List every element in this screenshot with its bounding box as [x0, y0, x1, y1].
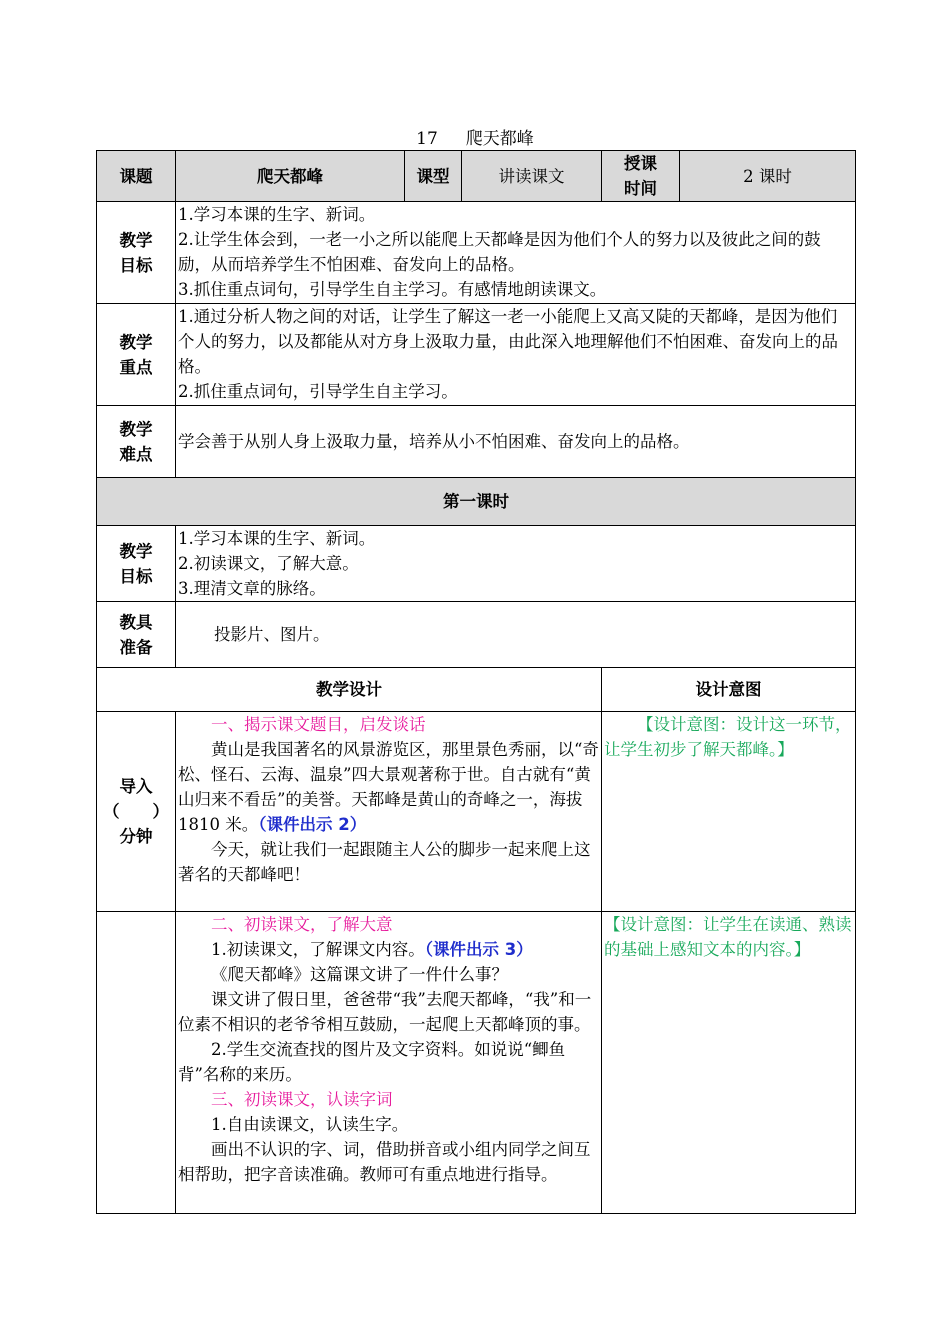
courseware-note: （课件出示 3） [424, 940, 533, 959]
period-one-title: 第一课时 [97, 478, 856, 526]
reading-item-1 [178, 937, 599, 962]
key-points-row [97, 304, 856, 406]
intro-intent: 【设计意图：设计这一环节，让学生初步了解天都峰。】 [602, 712, 856, 912]
design-header: 教学设计 [97, 668, 602, 712]
intro-content [176, 712, 602, 912]
key-points-label [97, 304, 176, 406]
reading-label [97, 912, 176, 1214]
reading-item-3-detail: 画出不认识的字、词，借助拼音或小组内同学之间互相帮助，把字音读准确。教师可有重点地进行指导。 [178, 1140, 591, 1184]
difficulties-row [97, 406, 856, 478]
period-goals-row [97, 526, 856, 602]
goal-item: 1.学习本课的生字、新词。 [178, 205, 376, 224]
tools-label-line1: 教具 [119, 612, 153, 632]
key-points-content [176, 304, 856, 406]
topic-label: 课题 [97, 151, 176, 202]
intro-closing: 今天，就让我们一起跟随主人公的脚步一起来爬上这著名的天都峰吧！ [178, 840, 591, 884]
type-label: 课型 [405, 151, 462, 202]
period-goals-label-line2: 目标 [119, 566, 153, 586]
period-one-row [97, 478, 856, 526]
key-point-item: 2.抓住重点词句，引导学生自主学习。 [178, 382, 458, 401]
lesson-title: 爬天都峰 [465, 129, 534, 149]
reading-heading-1: 二、初读课文，了解大意 [211, 915, 393, 934]
goals-content [176, 202, 856, 304]
period-goal-item: 2.初读课文，了解大意。 [178, 554, 359, 573]
period-goal-item: 1.学习本课的生字、新词。 [178, 529, 376, 548]
intro-paragraph [178, 737, 599, 837]
difficulties-label [97, 406, 176, 478]
lesson-plan-table [96, 150, 856, 1214]
time-label-line2: 时间 [624, 179, 657, 198]
intro-label-line2: （ ） [103, 802, 169, 821]
lesson-number: 17 [416, 129, 438, 149]
intro-heading: 一、揭示课文题目，启发谈话 [211, 715, 426, 734]
intro-paragraph-text: 黄山是我国著名的风景游览区，那里景色秀丽，以“奇松、怪石、云海、温泉”四大景观著称于世。自古就有“黄山归来不看岳”的美誉。天都峰是黄山的奇峰之一，海拔 1810 米。 [178, 740, 599, 834]
key-points-label-line1: 教学 [119, 332, 153, 352]
key-point-item: 1.通过分析人物之间的对话，让学生了解这一老一小能爬上又高又陡的天都峰，是因为他们个人的努力，以及都能从对方身上汲取力量，由此深入地理解他们不怕困难、奋发向上的品格。 [178, 307, 838, 376]
period-goals-content [176, 526, 856, 602]
period-goal-item: 3.理清文章的脉络。 [178, 579, 326, 598]
reading-item-1-text: 1.初读课文，了解课文内容。 [211, 940, 425, 959]
reading-intent: 【设计意图：让学生在读通、熟读的基础上感知文本的内容。】 [602, 912, 856, 1214]
tools-row [97, 602, 856, 668]
design-header-row [97, 668, 856, 712]
time-label-line1: 授课 [624, 154, 657, 173]
goals-label [97, 202, 176, 304]
tools-label [97, 602, 176, 668]
intro-section-row [97, 712, 856, 912]
time-label [602, 151, 680, 202]
reading-content [176, 912, 602, 1214]
reading-heading-2: 三、初读课文，认读字词 [211, 1090, 393, 1109]
time-value: 2 课时 [680, 151, 856, 202]
tools-label-line2: 准备 [119, 637, 153, 657]
goal-item: 2.让学生体会到，一老一小之所以能爬上天都峰是因为他们个人的努力以及彼此之间的鼓励，从而培养学生不怕困难、奋发向上的品格。 [178, 230, 821, 274]
tools-content: 投影片、图片。 [176, 602, 856, 668]
reading-question: 《爬天都峰》这篇课文讲了一件什么事？ [211, 965, 508, 984]
courseware-note: （课件出示 2） [258, 815, 367, 834]
goals-row [97, 202, 856, 304]
intro-label-line1: 导入 [119, 777, 153, 796]
reading-answer: 课文讲了假日里，爸爸带“我”去爬天都峰，“我”和一位素不相识的老爷爷相互鼓励，一起爬上天都峰顶的事。 [178, 990, 592, 1034]
goals-label-line1: 教学 [119, 230, 153, 250]
header-row [97, 151, 856, 202]
difficulties-label-line1: 教学 [119, 419, 153, 439]
topic-value: 爬天都峰 [176, 151, 405, 202]
reading-section-row [97, 912, 856, 1214]
type-value: 讲读课文 [462, 151, 602, 202]
period-goals-label-line1: 教学 [119, 541, 153, 561]
reading-item-3: 1.自由读课文，认读生字。 [211, 1115, 409, 1134]
goals-label-line2: 目标 [119, 255, 153, 275]
key-points-label-line2: 重点 [119, 357, 153, 377]
difficulties-content: 学会善于从别人身上汲取力量，培养从小不怕困难、奋发向上的品格。 [176, 406, 856, 478]
difficulties-label-line2: 难点 [119, 444, 153, 464]
page-title [0, 128, 950, 150]
intent-header: 设计意图 [602, 668, 856, 712]
intro-label-line3: 分钟 [119, 827, 153, 846]
reading-item-2: 2.学生交流查找的图片及文字资料。如说说“鲫鱼背”名称的来历。 [178, 1040, 566, 1084]
intro-label [97, 712, 176, 912]
goal-item: 3.抓住重点词句，引导学生自主学习。有感情地朗读课文。 [178, 280, 607, 299]
period-goals-label [97, 526, 176, 602]
